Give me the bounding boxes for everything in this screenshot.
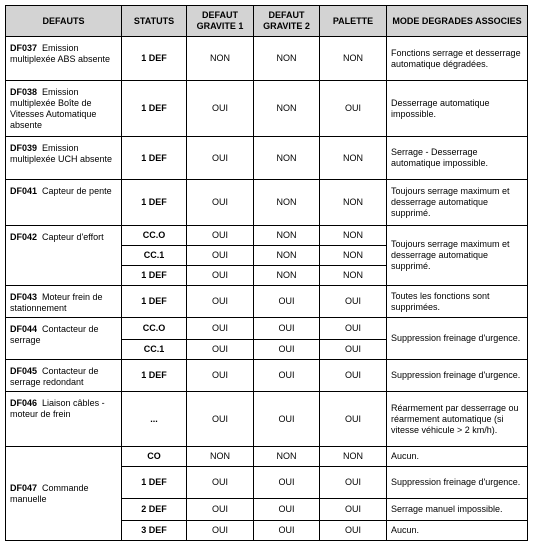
mode-cell: Serrage manuel impossible. <box>387 499 528 521</box>
table-row <box>6 392 528 447</box>
mode-cell: Toujours serrage maximum et desserrage automatique supprimé. <box>387 180 528 226</box>
statut-cell: 1 DEF <box>122 180 187 226</box>
gravite1-cell: OUI <box>187 137 254 180</box>
gravite2-cell: NON <box>254 180 320 226</box>
gravite2-cell: NON <box>254 37 320 81</box>
defaut-label: Contacteur de serrage <box>10 324 99 345</box>
defaut-code: DF047 <box>10 482 38 493</box>
gravite2-cell: OUI <box>254 521 320 541</box>
palette-cell: NON <box>320 246 387 266</box>
gravite2-cell: OUI <box>254 340 320 360</box>
statut-cell: 2 DEF <box>122 499 187 521</box>
defaut-label: Emission multiplexée Boîte de Vitesses Automatique absente <box>10 87 97 130</box>
gravite2-cell: NON <box>254 246 320 266</box>
header-gravite-1: DEFAUT GRAVITE 1 <box>187 6 254 37</box>
header-defauts: DEFAUTS <box>6 6 122 37</box>
palette-cell: OUI <box>320 286 387 318</box>
mode-cell: Toujours serrage maximum et desserrage automatique supprimé. <box>387 226 528 286</box>
defaut-cell <box>6 447 122 541</box>
defaut-code: DF041 <box>10 186 38 196</box>
gravite1-cell: OUI <box>187 521 254 541</box>
defaut-cell <box>6 81 122 137</box>
gravite1-cell: OUI <box>187 180 254 226</box>
statut-cell: 1 DEF <box>122 360 187 392</box>
defaut-cell <box>6 180 122 226</box>
defaut-label: Moteur frein de stationnement <box>10 292 103 313</box>
defaut-label: Contacteur de serrage redondant <box>10 366 99 387</box>
defaut-label: Emission multiplexée UCH absente <box>10 143 113 164</box>
gravite1-cell: OUI <box>187 392 254 447</box>
table-row <box>6 81 528 137</box>
table-row <box>6 226 528 246</box>
statut-cell: 1 DEF <box>122 467 187 499</box>
statut-cell: CC.1 <box>122 246 187 266</box>
header-row <box>6 6 528 37</box>
palette-cell: OUI <box>320 81 387 137</box>
table-row <box>6 137 528 180</box>
header-statuts: STATUTS <box>122 6 187 37</box>
mode-cell: Aucun. <box>387 447 528 467</box>
defaut-code: DF046 <box>10 398 38 408</box>
gravite1-cell: OUI <box>187 340 254 360</box>
gravite2-cell: NON <box>254 447 320 467</box>
gravite2-cell: OUI <box>254 318 320 340</box>
mode-cell: Suppression freinage d'urgence. <box>387 318 528 360</box>
defaut-code: DF037 <box>10 43 38 53</box>
defaut-code: DF039 <box>10 143 38 153</box>
gravite2-cell: NON <box>254 81 320 137</box>
statut-cell: 1 DEF <box>122 137 187 180</box>
defaut-cell <box>6 226 122 286</box>
gravite1-cell: OUI <box>187 467 254 499</box>
palette-cell: OUI <box>320 467 387 499</box>
defaut-cell <box>6 286 122 318</box>
palette-cell: NON <box>320 37 387 81</box>
palette-cell: OUI <box>320 499 387 521</box>
gravite2-cell: NON <box>254 137 320 180</box>
statut-cell: 1 DEF <box>122 266 187 286</box>
statut-cell: 1 DEF <box>122 37 187 81</box>
palette-cell: NON <box>320 266 387 286</box>
statut-cell: 1 DEF <box>122 286 187 318</box>
gravite1-cell: OUI <box>187 226 254 246</box>
mode-cell: Desserrage automatique impossible. <box>387 81 528 137</box>
defaut-label: Liaison câbles - moteur de frein <box>10 398 105 419</box>
header-gravite-2: DEFAUT GRAVITE 2 <box>254 6 320 37</box>
defaut-label: Capteur d'effort <box>42 232 104 242</box>
gravite2-cell: OUI <box>254 286 320 318</box>
statut-cell: CC.O <box>122 226 187 246</box>
gravite2-cell: NON <box>254 266 320 286</box>
gravite1-cell: OUI <box>187 246 254 266</box>
gravite1-cell: OUI <box>187 360 254 392</box>
defaut-code: DF042 <box>10 232 38 242</box>
gravite2-cell: OUI <box>254 467 320 499</box>
statut-cell: CC.1 <box>122 340 187 360</box>
palette-cell: OUI <box>320 360 387 392</box>
palette-cell: OUI <box>320 521 387 541</box>
gravite1-cell: OUI <box>187 318 254 340</box>
defaut-cell <box>6 137 122 180</box>
header-modes: MODE DEGRADES ASSOCIES <box>387 6 528 37</box>
gravite1-cell: NON <box>187 37 254 81</box>
statut-cell: ... <box>122 392 187 447</box>
mode-cell: Serrage - Desserrage automatique impossible. <box>387 137 528 180</box>
mode-cell: Suppression freinage d'urgence. <box>387 467 528 499</box>
gravite2-cell: OUI <box>254 360 320 392</box>
defaut-cell <box>6 318 122 360</box>
gravite2-cell: OUI <box>254 392 320 447</box>
gravite1-cell: OUI <box>187 499 254 521</box>
gravite1-cell: OUI <box>187 286 254 318</box>
table-row <box>6 286 528 318</box>
gravite2-cell: OUI <box>254 499 320 521</box>
palette-cell: NON <box>320 226 387 246</box>
defaut-code: DF043 <box>10 292 38 302</box>
mode-cell: Fonctions serrage et desserrage automatique dégradées. <box>387 37 528 81</box>
fault-table <box>5 5 528 541</box>
defaut-cell <box>6 360 122 392</box>
palette-cell: OUI <box>320 392 387 447</box>
defaut-label: Commande manuelle <box>10 482 89 504</box>
mode-cell: Réarmement par desserrage ou réarmement automatique (si vitesse véhicule > 2 km/h). <box>387 392 528 447</box>
defaut-code: DF044 <box>10 324 38 334</box>
gravite1-cell: NON <box>187 447 254 467</box>
defaut-cell <box>6 37 122 81</box>
mode-cell: Toutes les fonctions sont supprimées. <box>387 286 528 318</box>
mode-cell: Suppression freinage d'urgence. <box>387 360 528 392</box>
palette-cell: NON <box>320 180 387 226</box>
header-palette: PALETTE <box>320 6 387 37</box>
table-row <box>6 318 528 340</box>
palette-cell: OUI <box>320 318 387 340</box>
palette-cell: OUI <box>320 340 387 360</box>
defaut-code: DF038 <box>10 87 38 97</box>
defaut-label: Capteur de pente <box>42 186 112 196</box>
table-row <box>6 180 528 226</box>
table-row <box>6 37 528 81</box>
table-row <box>6 360 528 392</box>
gravite1-cell: OUI <box>187 81 254 137</box>
gravite1-cell: OUI <box>187 266 254 286</box>
palette-cell: NON <box>320 137 387 180</box>
statut-cell: 1 DEF <box>122 81 187 137</box>
statut-cell: 3 DEF <box>122 521 187 541</box>
gravite2-cell: NON <box>254 226 320 246</box>
defaut-label: Emission multiplexée ABS absente <box>10 43 111 64</box>
statut-cell: CO <box>122 447 187 467</box>
defaut-code: DF045 <box>10 366 38 376</box>
mode-cell: Aucun. <box>387 521 528 541</box>
palette-cell: NON <box>320 447 387 467</box>
defaut-cell <box>6 392 122 447</box>
statut-cell: CC.O <box>122 318 187 340</box>
table-row <box>6 447 528 467</box>
